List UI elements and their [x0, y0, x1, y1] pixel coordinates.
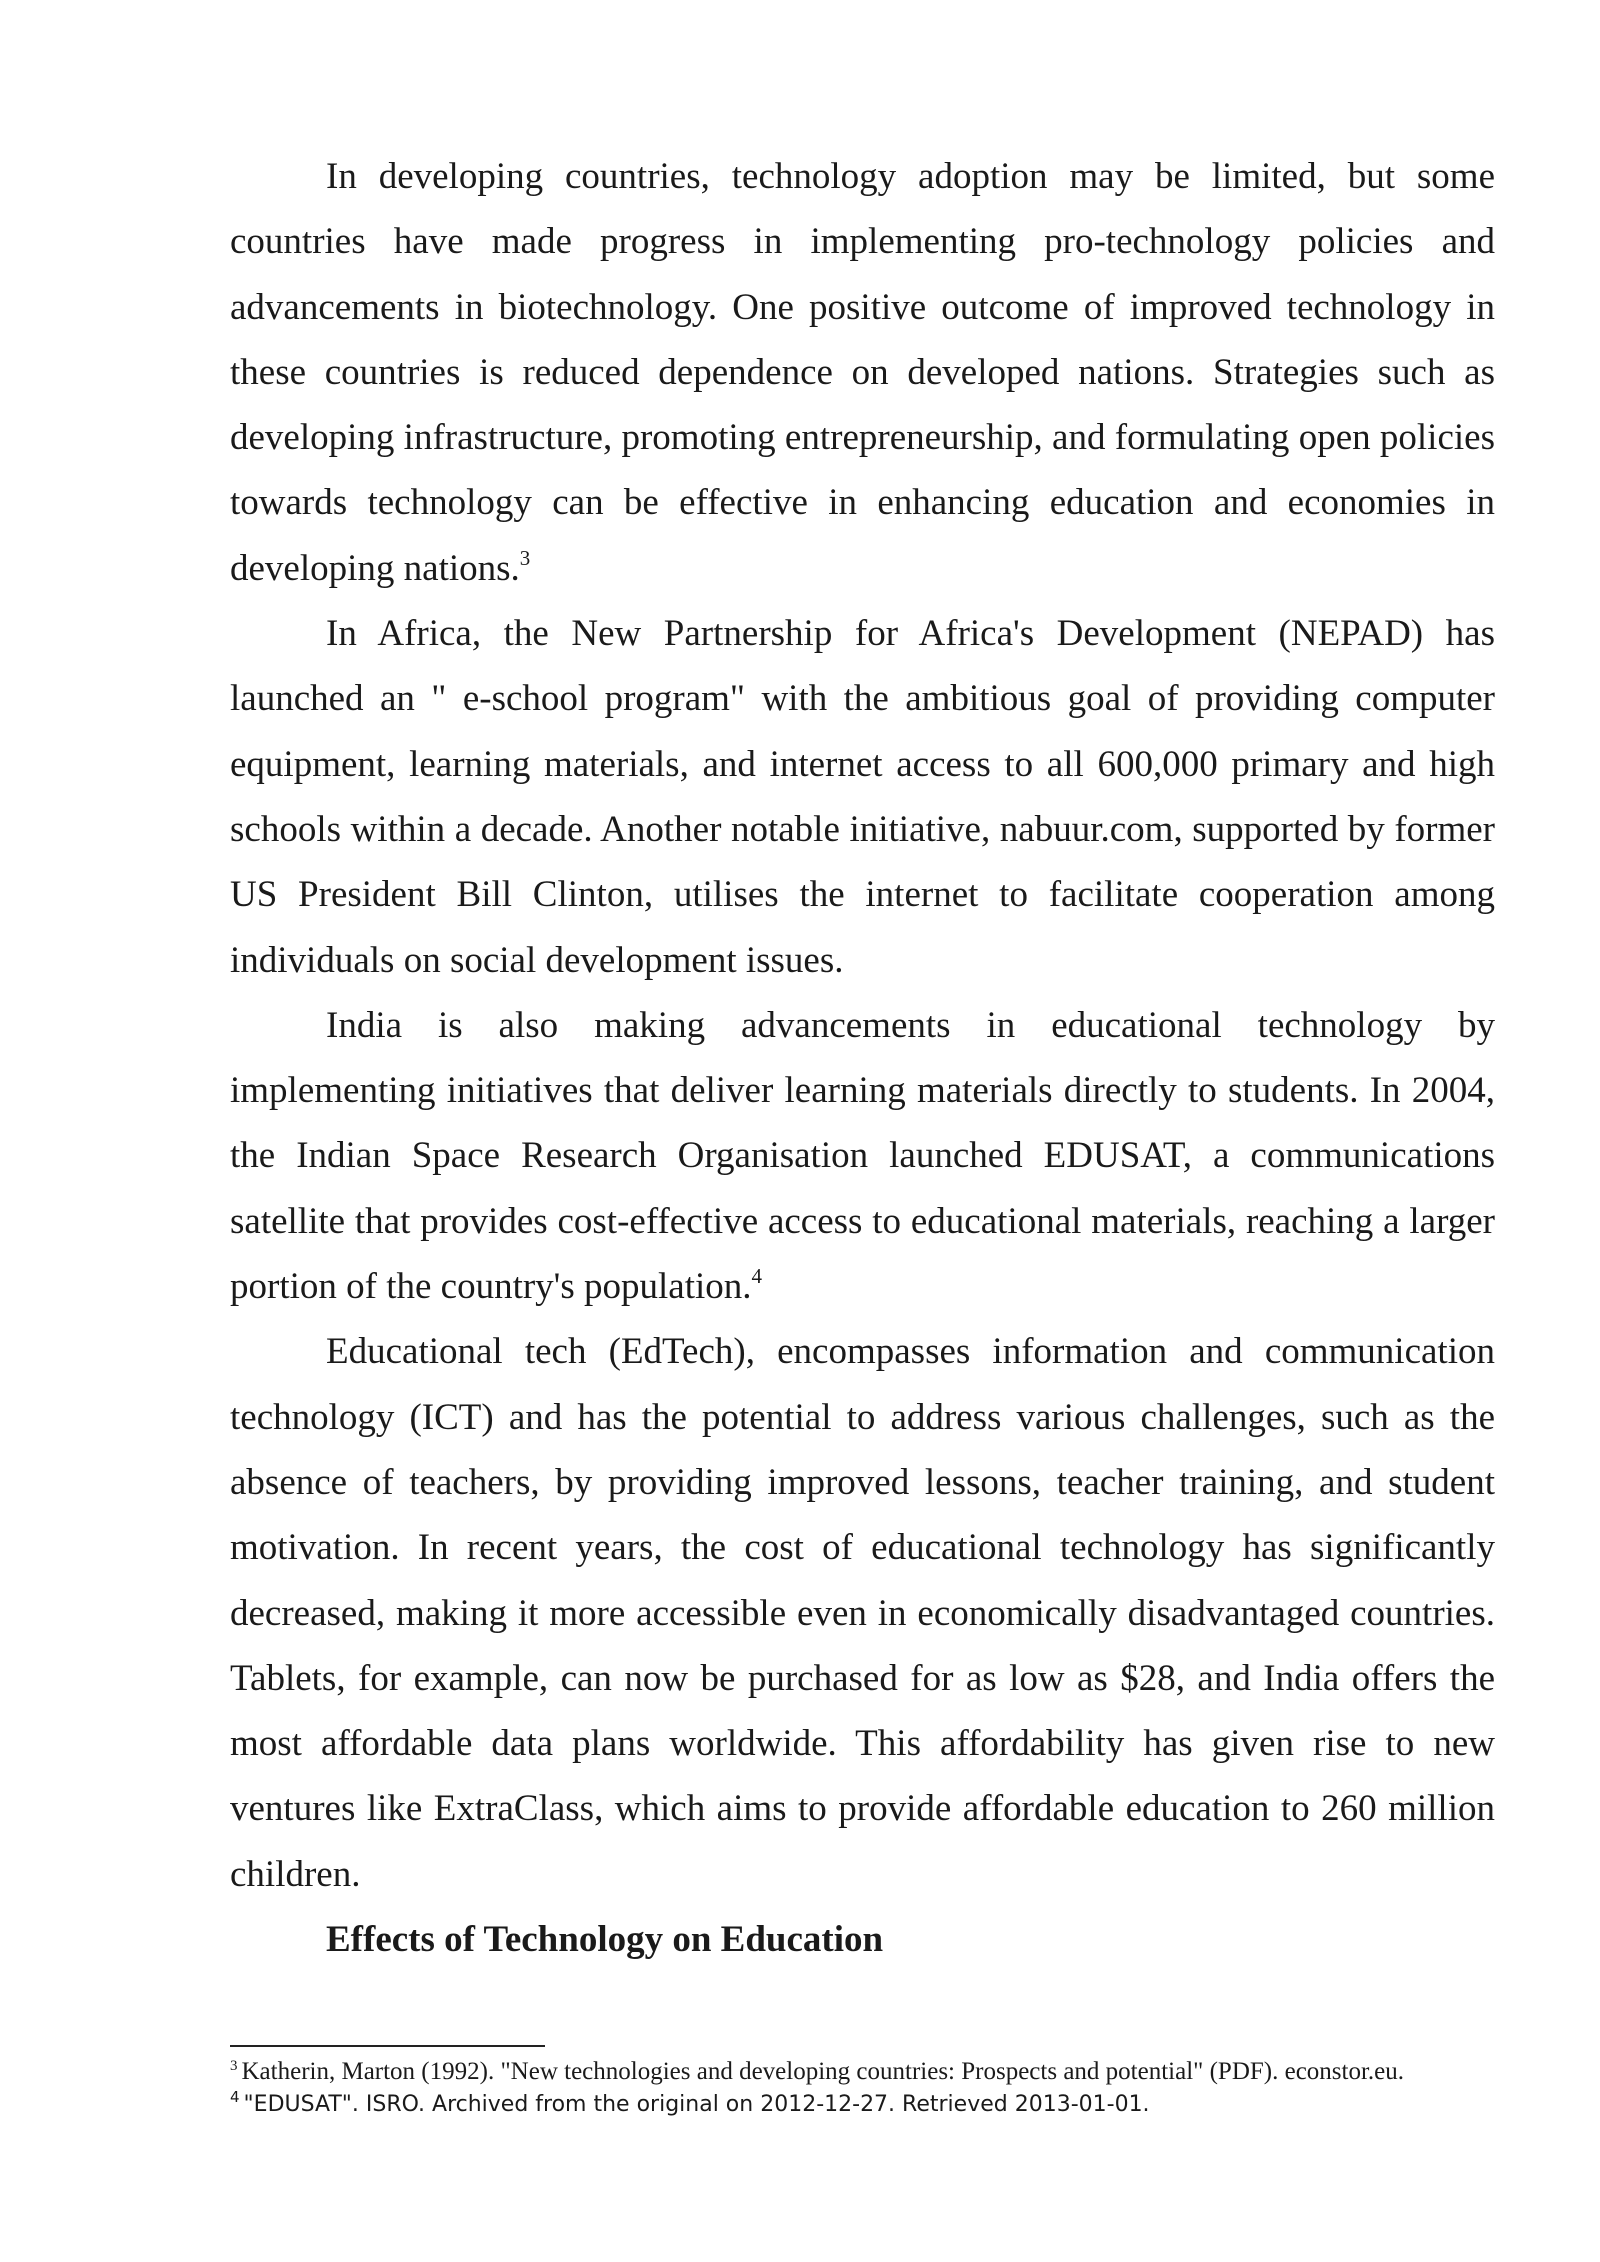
- section-heading: Effects of Technology on Education: [326, 1919, 884, 1961]
- footnote-number: 4: [230, 2088, 240, 2106]
- footnote: [230, 2055, 1530, 2088]
- footnote-separator: [230, 2045, 545, 2047]
- footnote-text: Katherin, Marton (1992). "New technologies and developing countries: Prospects and potential" (PDF). econstor.eu.: [241, 2058, 1405, 2085]
- footnote-ref: 3: [519, 545, 531, 570]
- footnote-text: "EDUSAT". ISRO. Archived from the original on 2012-12-27. Retrieved 2013-01-01.: [243, 2092, 1150, 2117]
- paragraph-text: Educational tech (EdTech), encompasses information and communication technology (ICT) and has the potential to address various challenges, such as the absence of teachers, by providing improved lessons, teacher training, and student motivation. In recent years, the cost of educational technology has significantly decreased, making it more accessible even in economically disadvantaged countries. Tablets, for example, can now be purchased for as low as $28, and India offers the most affordable data plans worldwide. This affordability has given rise to new ventures like ExtraClass, which aims to provide affordable education to 260 million children.: [230, 1331, 1495, 1895]
- paragraph-text: In developing countries, technology adoption may be limited, but some countries have made progress in implementing pro-technology policies and advancements in biotechnology. One positive outcome of improved technology in these countries is reduced dependence on developed nations. Strategies such as developing infrastructure, promoting entrepreneurship, and formulating open policies towards technology can be effective in enhancing education and economies in developing nations.: [230, 156, 1495, 589]
- footnote-ref: 4: [751, 1264, 763, 1289]
- paragraph: [230, 1319, 1495, 1907]
- footnote: [230, 2088, 1530, 2121]
- body-text: [230, 144, 1495, 1972]
- footnote-number: 3: [230, 2058, 238, 2074]
- paragraph-text: India is also making advancements in educational technology by implementing initiatives that deliver learning materials directly to students. In 2004, the Indian Space Research Organisation launched EDUSAT, a communications satellite that provides cost-effective access to educational materials, reaching a larger portion of the country's population.: [230, 1004, 1495, 1308]
- paragraph: [230, 601, 1495, 993]
- paragraph: [230, 144, 1495, 601]
- footnotes: [230, 2055, 1530, 2121]
- paragraph-text: In Africa, the New Partnership for Africa's Development (NEPAD) has launched an " e-school program" with the ambitious goal of providing computer equipment, learning materials, and internet access to all 600,000 primary and high schools within a decade. Another notable initiative, nabuur.com, supported by former US President Bill Clinton, utilises the internet to facilitate cooperation among individuals on social development issues.: [230, 613, 1495, 981]
- paragraph: [230, 993, 1495, 1319]
